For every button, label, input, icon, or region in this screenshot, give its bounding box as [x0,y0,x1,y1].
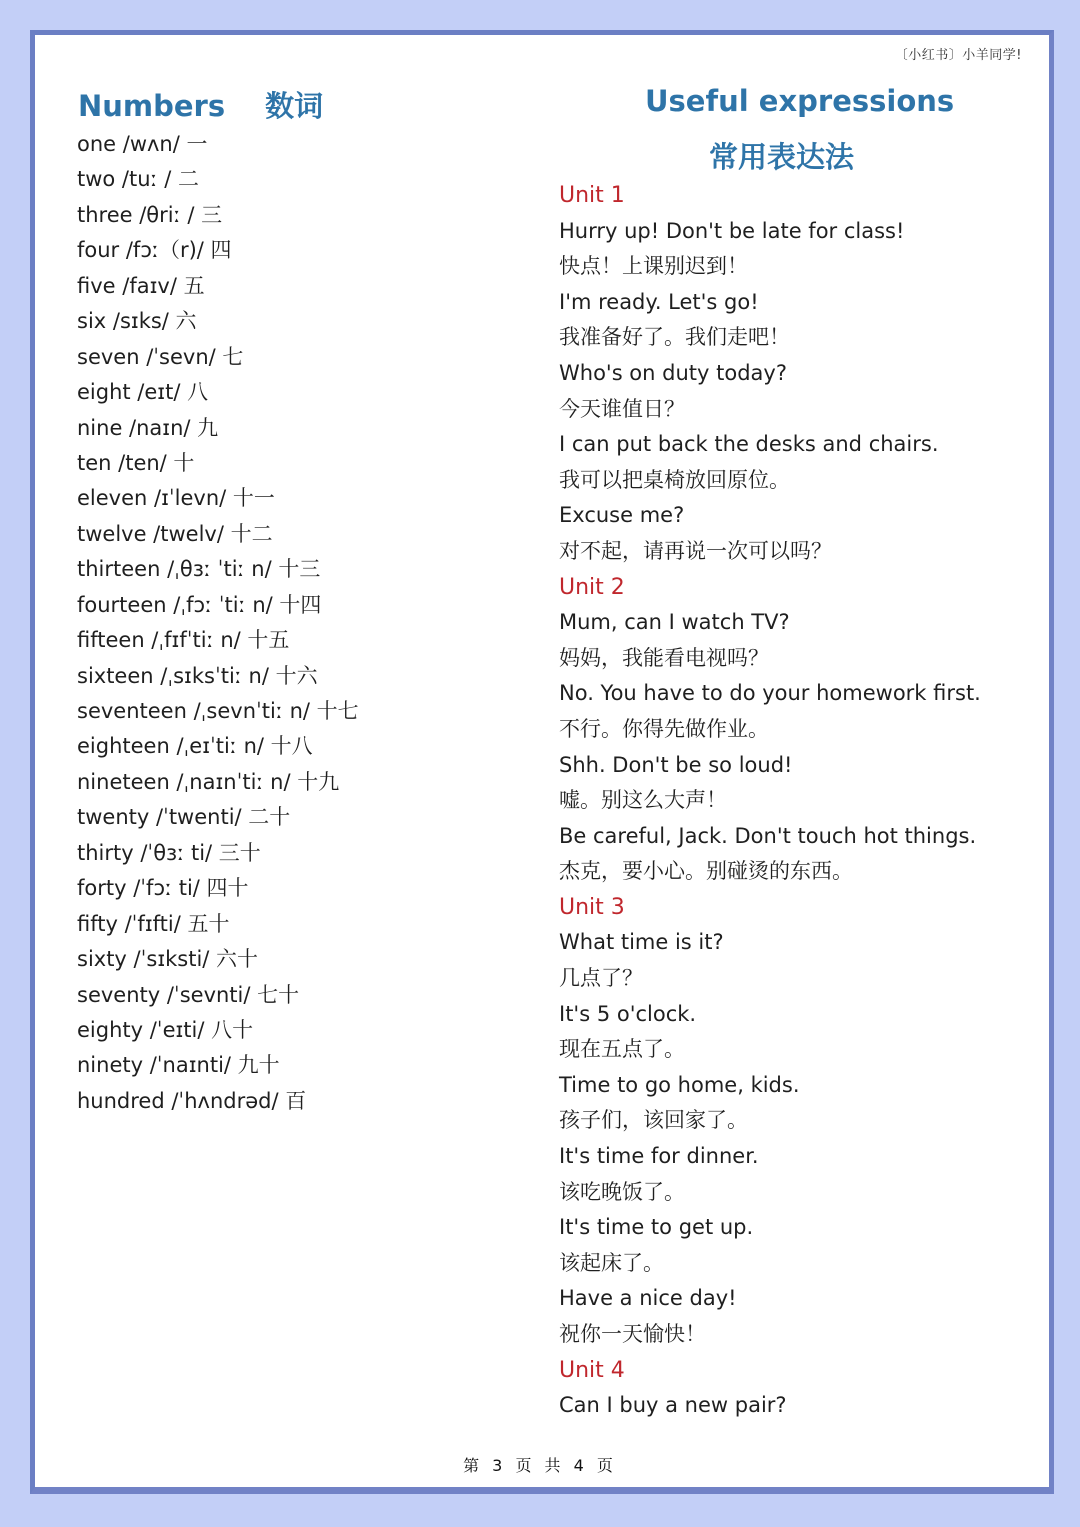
number-item: ten /ten/ 十 [77,450,195,475]
expression-line: 我可以把桌椅放回原位。 [559,467,790,492]
number-item: sixteen /ˌsɪksˈtiː n/ 十六 [77,663,318,688]
expression-line: 杰克，要小心。别碰烫的东西。 [559,859,853,884]
expression-line: Shh. Don't be so loud! [559,752,793,777]
numbers-heading [78,84,323,125]
expression-line: 对不起，请再说一次可以吗？ [559,538,832,563]
number-item: thirty /ˈθɜː ti/ 三十 [77,840,261,865]
expression-line: 快点！上课别迟到！ [559,254,748,279]
expression-line: Hurry up! Don't be late for class! [559,218,905,243]
expression-line: 我准备好了。我们走吧！ [559,325,790,350]
expression-line: What time is it? [559,930,724,955]
expression-line: 今天谁值日？ [559,396,685,421]
number-item: five /faɪv/ 五 [77,273,205,298]
expression-line: 几点了？ [559,966,643,991]
unit-4-heading: Unit 4 [559,1357,625,1383]
number-item: fourteen /ˌfɔː ˈtiː n/ 十四 [77,592,322,617]
number-item: eighty /ˈeɪti/ 八十 [77,1017,254,1042]
expression-line: Can I buy a new pair? [559,1393,787,1418]
number-item: fifteen /ˌfɪfˈtiː n/ 十五 [77,628,290,653]
number-item: three /θriː / 三 [77,202,223,227]
number-item: forty /ˈfɔː ti/ 四十 [77,876,249,901]
number-item: twenty /ˈtwenti/ 二十 [77,805,291,830]
numbers-list [77,127,359,1119]
page-number: 第 3 页 共 4 页 [463,1456,617,1475]
expression-line: 该吃晚饭了。 [559,1179,685,1204]
unit-1-heading: Unit 1 [559,183,625,208]
expression-line: 祝你一天愉快！ [559,1322,706,1346]
expressions-heading-cn: 常用表达法 [709,140,855,174]
expression-line: 嘘。别这么大声！ [559,788,727,813]
number-item: hundred /ˈhʌndrəd/ 百 [77,1088,307,1113]
number-item: eight /eɪt/ 八 [77,380,209,405]
expression-line: 孩子们，该回家了。 [559,1108,748,1133]
expression-line: I can put back the desks and chairs. [559,432,939,457]
expression-line: Have a nice day! [559,1286,737,1311]
number-item: nineteen /ˌnaɪnˈtiː n/ 十九 [77,769,340,794]
number-item: nine /naɪn/ 九 [77,415,219,440]
number-item: six /sɪks/ 六 [77,309,197,334]
unit-2-heading: Unit 2 [559,574,625,600]
expression-line: Excuse me? [559,503,685,528]
watermark-label: 〔小红书〕小羊同学! [894,48,1022,63]
expression-line: Time to go home, kids. [559,1072,800,1097]
number-item: ninety /ˈnaɪnti/ 九十 [77,1053,280,1078]
number-item: seventeen /ˌsevnˈtiː n/ 十七 [77,699,359,723]
expression-line: No. You have to do your homework first. [559,681,981,706]
expression-line: It's time for dinner. [559,1144,759,1169]
number-item: four /fɔː（r)/ 四 [77,238,232,263]
number-item: sixty /ˈsɪksti/ 六十 [77,947,259,972]
number-item: two /tuː / 二 [77,167,200,192]
number-item: twelve /twelv/ 十二 [77,521,273,546]
expression-line: Be careful, Jack. Don't touch hot things. [559,823,977,848]
expression-line: 现在五点了。 [559,1037,685,1062]
expressions-heading: Useful expressions [645,84,955,118]
numbers-title: Numbers [78,89,226,123]
number-item: thirteen /ˌθɜː ˈtiː n/ 十三 [77,557,321,582]
number-item: seven /ˈsevn/ 七 [77,344,244,369]
number-item: eleven /ɪˈlevn/ 十一 [77,486,275,511]
number-item: fifty /ˈfɪfti/ 五十 [77,911,230,936]
number-item: one /wʌn/ 一 [77,132,208,156]
numbers-title-cn: 数词 [265,89,324,123]
expression-line: Who's on duty today? [559,360,787,385]
expressions-list [559,178,1039,1424]
expression-line: 不行。你得先做作业。 [559,716,769,741]
expression-line: It's time to get up. [559,1215,754,1240]
number-item: eighteen /ˌeɪˈtiː n/ 十八 [77,734,313,759]
expression-line: I'm ready. Let's go! [559,289,759,314]
expression-line: 妈妈，我能看电视吗？ [559,645,769,670]
number-item: seventy /ˈsevnti/ 七十 [77,982,300,1007]
expression-line: It's 5 o'clock. [559,1001,697,1026]
unit-3-heading: Unit 3 [559,894,625,920]
expression-line: Mum, can I watch TV? [559,610,790,635]
expression-line: 该起床了。 [559,1250,664,1275]
